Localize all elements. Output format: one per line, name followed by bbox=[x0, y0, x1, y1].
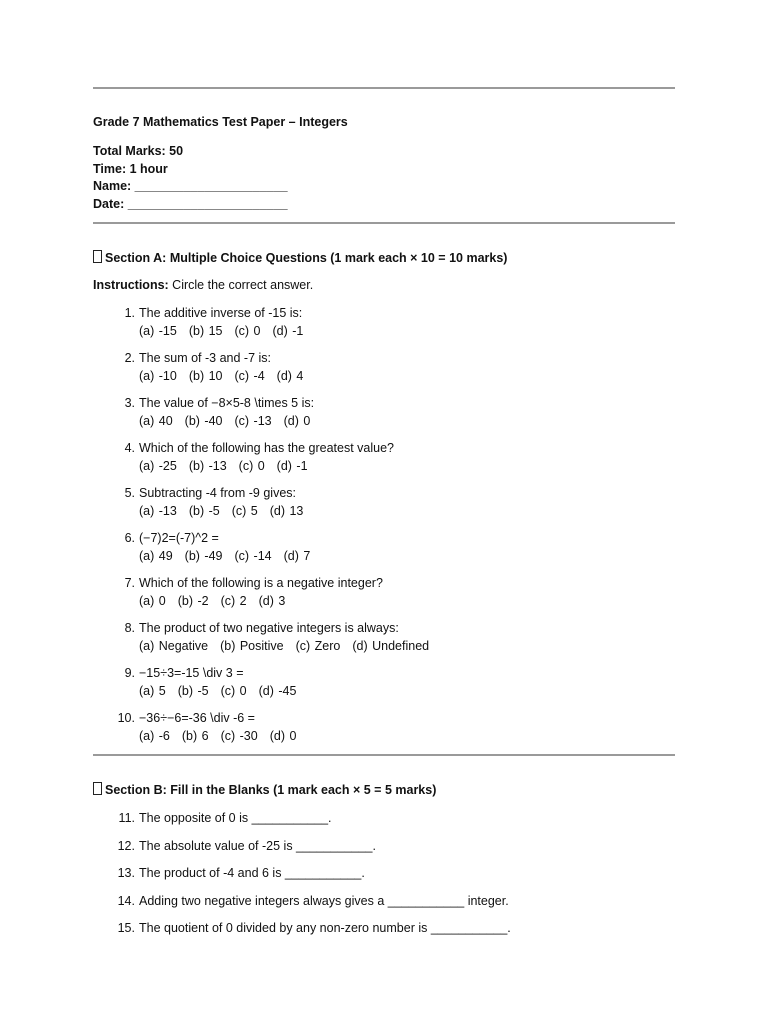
question-number: 9. bbox=[124, 666, 135, 680]
question-number: 12. bbox=[117, 838, 135, 853]
question-text: The opposite of 0 is ___________. bbox=[139, 811, 332, 825]
mcq-question bbox=[115, 529, 675, 565]
question-number: 11. bbox=[118, 811, 135, 825]
answer-option[interactable]: (b) Positive bbox=[220, 639, 284, 653]
answer-options bbox=[139, 547, 322, 565]
fill-blank-question bbox=[115, 864, 675, 882]
mcq-question bbox=[115, 664, 675, 700]
question-text: The sum of -3 and -7 is: bbox=[139, 351, 272, 365]
answer-options bbox=[139, 322, 315, 340]
answer-option[interactable]: (d) 13 bbox=[269, 504, 304, 518]
date-field: Date: _______________________ bbox=[93, 196, 288, 211]
question-number: 4. bbox=[124, 441, 135, 455]
answer-option[interactable]: (c) 2 bbox=[220, 594, 247, 608]
question-text: −36÷−6=-36 \div -6 = bbox=[139, 711, 255, 725]
answer-options bbox=[139, 502, 315, 520]
fill-blank-question bbox=[115, 837, 675, 855]
answer-option[interactable]: (d) -1 bbox=[272, 324, 304, 338]
mcq-question bbox=[115, 709, 675, 745]
answer-option[interactable]: (d) -45 bbox=[258, 684, 297, 698]
answer-option[interactable]: (b) 6 bbox=[181, 729, 209, 743]
answer-option[interactable]: (c) -30 bbox=[220, 729, 258, 743]
answer-option[interactable]: (a) Negative bbox=[139, 639, 209, 653]
question-number: 13. bbox=[117, 866, 135, 880]
question-text: Subtracting -4 from -9 gives: bbox=[139, 486, 297, 500]
answer-option[interactable]: (b) -40 bbox=[184, 414, 223, 428]
mcq-question bbox=[115, 304, 675, 340]
answer-option[interactable]: (a) -10 bbox=[139, 369, 177, 383]
mcq-question bbox=[115, 619, 675, 655]
instructions bbox=[93, 278, 313, 292]
answer-option[interactable]: (d) -1 bbox=[276, 459, 308, 473]
answer-option[interactable]: (d) Undefined bbox=[352, 639, 430, 653]
question-number: 6. bbox=[124, 531, 135, 545]
question-number: 5. bbox=[124, 486, 135, 500]
question-text: The value of −8×5-8 \times 5 is: bbox=[139, 396, 315, 410]
time-limit: Time: 1 hour bbox=[93, 161, 168, 176]
answer-option[interactable]: (c) 0 bbox=[220, 684, 247, 698]
question-number: 14. bbox=[117, 893, 135, 908]
section-b-heading bbox=[93, 782, 436, 797]
answer-option[interactable]: (b) 10 bbox=[188, 369, 223, 383]
total-marks: Total Marks: 50 bbox=[93, 144, 184, 158]
question-text: Adding two negative integers always gives a ___________ integer. bbox=[139, 893, 509, 908]
answer-option[interactable]: (d) 4 bbox=[276, 369, 304, 383]
header-divider bbox=[93, 222, 675, 224]
answer-option[interactable]: (a) 49 bbox=[139, 549, 173, 563]
mcq-question bbox=[115, 484, 675, 520]
question-number: 8. bbox=[124, 621, 135, 635]
answer-option[interactable]: (c) -13 bbox=[234, 414, 272, 428]
answer-option[interactable]: (c) 0 bbox=[238, 459, 265, 473]
answer-option[interactable]: (c) Zero bbox=[295, 639, 341, 653]
question-number: 15. bbox=[117, 921, 135, 935]
top-divider bbox=[93, 87, 675, 89]
answer-option[interactable]: (c) -4 bbox=[234, 369, 265, 383]
mcq-question bbox=[115, 439, 675, 475]
answer-option[interactable]: (a) -15 bbox=[139, 324, 177, 338]
answer-option[interactable]: (b) 15 bbox=[188, 324, 223, 338]
question-text: The product of two negative integers is always: bbox=[139, 621, 399, 635]
question-text: (−7)2=(-7)^2 = bbox=[139, 531, 219, 545]
section-b-title: Section B: Fill in the Blanks (1 mark each × 5 = 5 marks) bbox=[105, 783, 437, 797]
answer-option[interactable]: (a) 0 bbox=[139, 594, 166, 608]
mcq-question bbox=[115, 349, 675, 385]
section-divider bbox=[93, 754, 675, 756]
question-text: The additive inverse of -15 is: bbox=[139, 306, 303, 320]
answer-option[interactable]: (d) 0 bbox=[269, 729, 297, 743]
fill-blank-question bbox=[115, 919, 675, 937]
answer-option[interactable]: (c) -14 bbox=[234, 549, 272, 563]
answer-option[interactable]: (b) -49 bbox=[184, 549, 223, 563]
question-text: The absolute value of -25 is ___________. bbox=[139, 838, 376, 853]
instructions-label: Instructions: bbox=[93, 278, 169, 292]
answer-option[interactable]: (c) 5 bbox=[231, 504, 258, 518]
name-field: Name: ______________________ bbox=[93, 179, 288, 193]
question-text: Which of the following has the greatest value? bbox=[139, 441, 395, 455]
question-text: The quotient of 0 divided by any non-zero number is ___________. bbox=[139, 921, 511, 935]
question-number: 1. bbox=[124, 306, 135, 320]
paper-meta bbox=[93, 143, 288, 213]
answer-option[interactable]: (a) -13 bbox=[139, 504, 177, 518]
answer-options bbox=[139, 637, 441, 655]
question-number: 3. bbox=[124, 396, 135, 410]
checkbox-icon bbox=[93, 782, 102, 795]
paper-title: Grade 7 Mathematics Test Paper – Integers bbox=[93, 115, 348, 129]
answer-options bbox=[139, 412, 322, 430]
answer-option[interactable]: (a) -25 bbox=[139, 459, 177, 473]
question-text: −15÷3=-15 \div 3 = bbox=[139, 666, 244, 680]
answer-options bbox=[139, 727, 308, 745]
answer-option[interactable]: (d) 3 bbox=[258, 594, 286, 608]
answer-option[interactable]: (a) 40 bbox=[139, 414, 173, 428]
fill-blank-question bbox=[115, 892, 675, 910]
question-text: Which of the following is a negative integer? bbox=[139, 576, 383, 590]
answer-option[interactable]: (b) -5 bbox=[188, 504, 220, 518]
question-text: The product of -4 and 6 is ___________. bbox=[139, 866, 365, 880]
answer-options bbox=[139, 457, 320, 475]
fill-blank-question bbox=[115, 809, 675, 827]
answer-option[interactable]: (c) 0 bbox=[234, 324, 261, 338]
answer-option[interactable]: (a) -6 bbox=[139, 729, 170, 743]
answer-options bbox=[139, 682, 308, 700]
answer-options bbox=[139, 592, 297, 610]
question-number: 7. bbox=[124, 576, 135, 590]
answer-options bbox=[139, 367, 315, 385]
instructions-text: Circle the correct answer. bbox=[168, 278, 314, 292]
section-a-heading bbox=[93, 250, 507, 265]
question-number: 10. bbox=[117, 711, 135, 725]
answer-option[interactable]: (d) 7 bbox=[283, 549, 311, 563]
question-number: 2. bbox=[124, 351, 135, 365]
answer-option[interactable]: (a) 5 bbox=[139, 684, 166, 698]
answer-option[interactable]: (b) -2 bbox=[177, 594, 209, 608]
checkbox-icon bbox=[93, 250, 102, 263]
answer-option[interactable]: (b) -5 bbox=[177, 684, 209, 698]
mcq-question bbox=[115, 394, 675, 430]
answer-option[interactable]: (b) -13 bbox=[188, 459, 227, 473]
section-a-title: Section A: Multiple Choice Questions (1 mark each × 10 = 10 marks) bbox=[105, 251, 508, 265]
answer-option[interactable]: (d) 0 bbox=[283, 414, 311, 428]
mcq-question bbox=[115, 574, 675, 610]
